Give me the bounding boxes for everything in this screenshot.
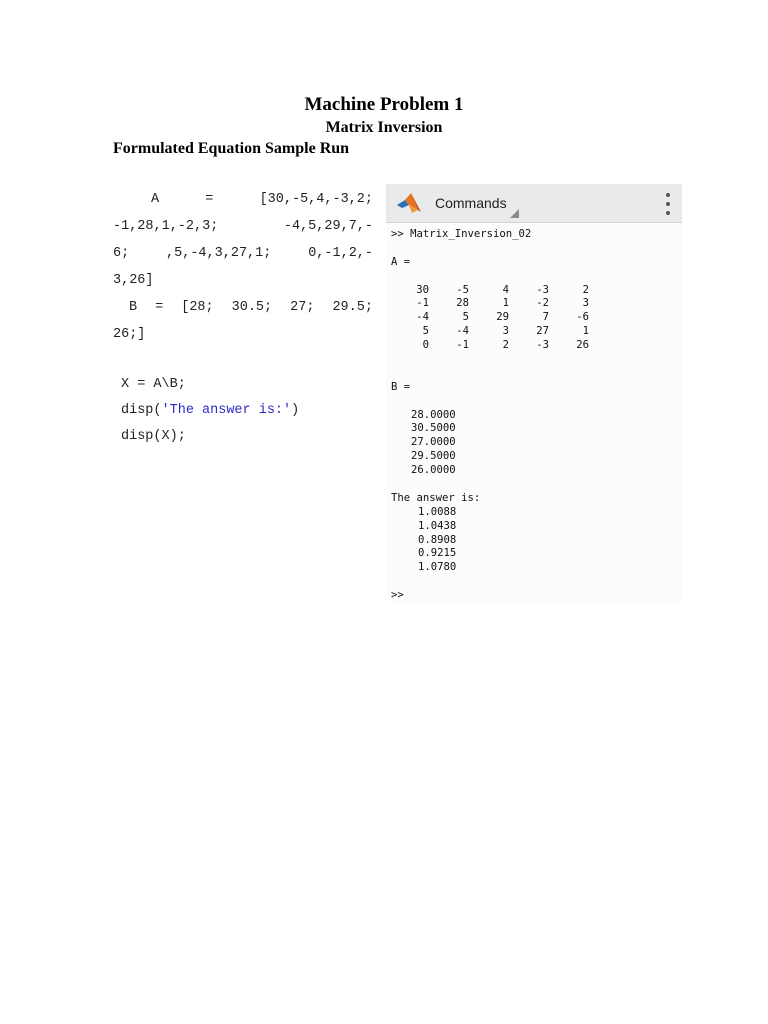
answer-label: The answer is: [391, 491, 481, 504]
matrix-cell: 1 [502, 297, 509, 310]
matrix-cell: 4 [502, 283, 509, 296]
matlab-logo-icon [396, 192, 422, 214]
matrix-cell: -3 [536, 283, 549, 296]
code-line-solve: X = A\B; [121, 377, 186, 392]
code-token: ) [291, 403, 300, 418]
more-vertical-icon[interactable] [666, 193, 670, 215]
code-block-solve [121, 372, 299, 450]
answer-value: 0.8908 [418, 533, 457, 546]
document-subtitle: Matrix Inversion [325, 119, 443, 136]
code-token: 27; [290, 300, 315, 315]
code-line [113, 321, 373, 348]
matrix-cell: 0 [422, 339, 429, 352]
code-line [113, 294, 373, 321]
matrix-row [391, 339, 589, 353]
command-window-header [386, 184, 682, 223]
code-token: 29.5; [332, 300, 373, 315]
matrix-cell: 3 [502, 325, 509, 338]
matrix-cell: -1 [416, 297, 429, 310]
matrix-cell: 5 [422, 325, 429, 338]
code-token: 26;] [113, 327, 146, 342]
vector-value: 28.0000 [411, 408, 456, 421]
matrix-cell: 3 [582, 297, 589, 310]
code-line-disp-x: disp(X); [121, 429, 186, 444]
matrix-cell: -2 [536, 297, 549, 310]
code-token: = [205, 192, 214, 207]
code-token: = [155, 300, 164, 315]
matrix-cell: -6 [576, 311, 589, 324]
vector-value: 29.5000 [411, 450, 456, 463]
vector-value: 27.0000 [411, 436, 456, 449]
matrix-row [391, 284, 589, 298]
matrix-cell: -1 [456, 339, 469, 352]
code-token: ,5,-4,3,27,1; [166, 246, 272, 261]
matrix-cell: 28 [456, 297, 469, 310]
code-token: B [129, 300, 138, 315]
matrix-cell: 29 [496, 311, 509, 324]
code-token: 6; [113, 246, 130, 261]
code-block-matrix-definition [113, 186, 373, 348]
code-token: A [151, 192, 160, 207]
code-line [113, 213, 373, 240]
command-window-output[interactable] [391, 228, 589, 603]
document-title: Machine Problem 1 [304, 94, 464, 115]
answer-value: 0.9215 [418, 547, 457, 560]
matrix-cell: -4 [456, 325, 469, 338]
dropdown-corner-icon[interactable] [510, 209, 519, 218]
matrix-row [391, 311, 589, 325]
matrix-cell: 5 [462, 311, 469, 324]
matrix-cell: 2 [582, 283, 589, 296]
matrix-row [391, 297, 589, 311]
code-token: 0,-1,2,- [308, 246, 373, 261]
code-line [113, 267, 373, 294]
matrix-cell: 26 [576, 339, 589, 352]
matrix-cell: 1 [582, 325, 589, 338]
code-line [113, 240, 373, 267]
final-prompt[interactable]: >> [391, 589, 404, 602]
code-token: disp( [121, 403, 162, 418]
code-token: [28; [181, 300, 214, 315]
matrix-cell: 7 [542, 311, 549, 324]
vector-value: 26.0000 [411, 464, 456, 477]
section-heading: Formulated Equation Sample Run [113, 140, 350, 157]
answer-value: 1.0088 [418, 505, 457, 518]
code-token: 3,26] [113, 273, 154, 288]
output-label-a: A = [391, 255, 411, 268]
matrix-cell: -5 [456, 283, 469, 296]
answer-value: 1.0780 [418, 561, 457, 574]
matrix-cell: 2 [502, 339, 509, 352]
code-line [113, 186, 373, 213]
answer-value: 1.0438 [418, 519, 457, 532]
matrix-row [391, 325, 589, 339]
matrix-cell: 27 [536, 325, 549, 338]
output-label-b: B = [391, 380, 411, 393]
code-token: -1,28,1,-2,3; [113, 219, 219, 234]
vector-value: 30.5000 [411, 422, 456, 435]
command-window [386, 184, 682, 602]
prompt-command: >> Matrix_Inversion_02 [391, 228, 532, 240]
command-window-title: Commands [435, 195, 507, 211]
code-token: -4,5,29,7,- [283, 219, 373, 234]
matrix-cell: -3 [536, 339, 549, 352]
code-line-disp-message [121, 398, 299, 424]
matrix-cell: 30 [416, 283, 429, 296]
code-string-literal: 'The answer is:' [161, 403, 292, 418]
code-token: [30,-5,4,-3,2; [259, 192, 373, 207]
code-token: 30.5; [231, 300, 273, 315]
matrix-cell: -4 [416, 311, 429, 324]
